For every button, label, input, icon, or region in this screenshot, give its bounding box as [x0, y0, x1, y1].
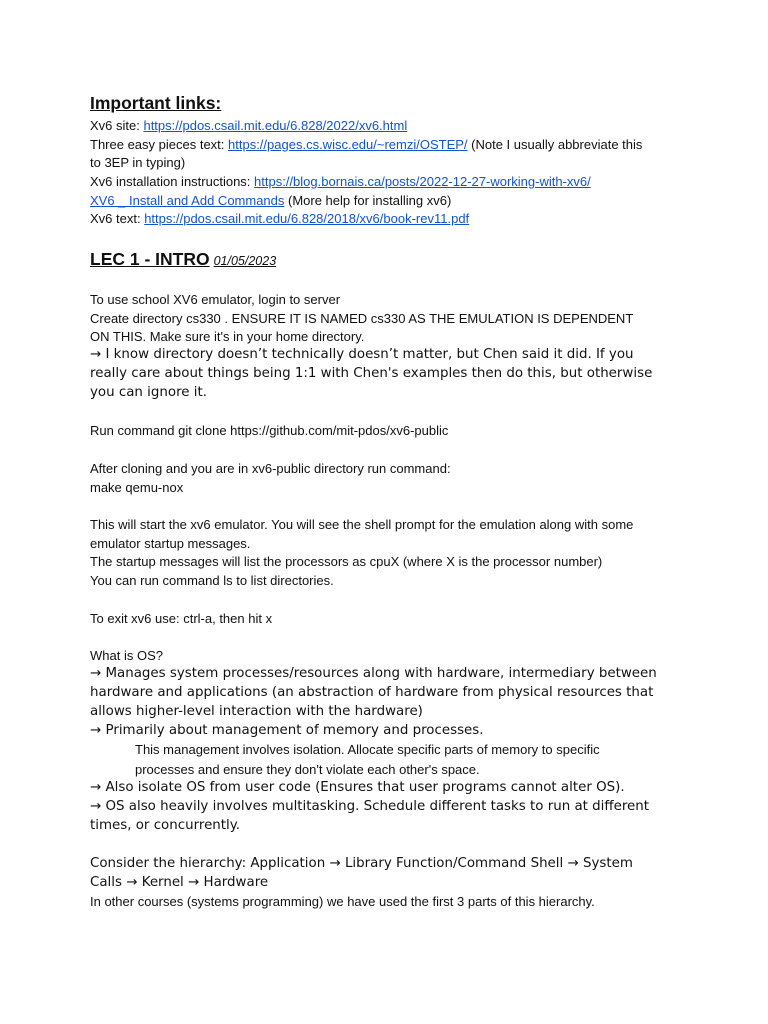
lec-line-8: After cloning and you are in xv6-public directory run command:	[90, 461, 451, 476]
lec-line-1: To use school XV6 emulator, login to server	[90, 292, 341, 307]
three-easy-note: (Note I usually abbreviate this	[467, 137, 643, 152]
lec-line-22: → Also isolate OS from user code (Ensures that user programs cannot alter OS).	[90, 780, 625, 795]
install-add-line	[90, 193, 451, 209]
xv6-text-label: Xv6 text:	[90, 211, 145, 226]
install-label: Xv6 installation instructions:	[90, 174, 255, 189]
lec-line-5: really care about things being 1:1 with Chen's examples then do this, but otherwise	[90, 366, 653, 381]
lec-line-4: → I know directory doesn’t technically doesn’t matter, but Chen said it did. If you	[90, 347, 634, 362]
xv6-site-line	[90, 118, 407, 134]
lecture-date: 01/05/2023	[213, 254, 277, 268]
lec-line-14: To exit xv6 use: ctrl-a, then hit x	[90, 611, 273, 626]
three-easy-note-cont: to 3EP in typing)	[90, 155, 186, 170]
important-links-heading: Important links:	[90, 93, 222, 113]
xv6-text-line	[90, 211, 469, 227]
lec-line-19: → Primarily about management of memory and processes.	[90, 723, 484, 738]
lec-line-13: You can run command ls to list directories.	[90, 573, 334, 588]
install-add-note: (More help for installing xv6)	[284, 193, 452, 208]
lec-line-27: In other courses (systems programming) we have used the first 3 parts of this hierarchy.	[90, 894, 595, 909]
install-line	[90, 174, 591, 190]
three-easy-pieces-line	[90, 137, 642, 153]
install-link[interactable]: https://blog.bornais.ca/posts/2022-12-27-working-with-xv6/	[254, 174, 591, 189]
lec-line-3: ON THIS. Make sure it's in your home directory.	[90, 329, 365, 344]
ostep-link[interactable]: https://pages.cs.wisc.edu/~remzi/OSTEP/	[228, 137, 468, 152]
lec-line-7: Run command git clone https://github.com/mit-pdos/xv6-public	[90, 423, 449, 438]
lec-line-15: What is OS?	[90, 648, 163, 663]
xv6-book-link[interactable]: https://pdos.csail.mit.edu/6.828/2018/xv6/book-rev11.pdf	[144, 211, 470, 226]
lec-line-9: make qemu-nox	[90, 480, 184, 495]
lec-line-12: The startup messages will list the processors as cpuX (where X is the processor number)	[90, 554, 603, 569]
lecture-heading	[90, 249, 276, 270]
lecture-title: LEC 1 - INTRO	[90, 249, 210, 269]
xv6-site-link[interactable]: https://pdos.csail.mit.edu/6.828/2022/xv6.html	[143, 118, 408, 133]
lec-line-20: This management involves isolation. Allocate specific parts of memory to specific	[135, 742, 600, 757]
lec-line-6: you can ignore it.	[90, 385, 208, 400]
lec-line-11: emulator startup messages.	[90, 536, 251, 551]
lec-line-26: Calls → Kernel → Hardware	[90, 875, 269, 890]
lec-line-16: → Manages system processes/resources along with hardware, intermediary between	[90, 666, 657, 681]
xv6-site-label: Xv6 site:	[90, 118, 144, 133]
lec-line-23: → OS also heavily involves multitasking. Schedule different tasks to run at different	[90, 799, 650, 814]
three-easy-label: Three easy pieces text:	[90, 137, 229, 152]
lec-line-18: allows higher-level interaction with the hardware)	[90, 704, 423, 719]
lec-line-25: Consider the hierarchy: Application → Library Function/Command Shell → System	[90, 856, 633, 871]
lec-line-17: hardware and applications (an abstraction of hardware from physical resources that	[90, 685, 654, 700]
install-add-commands-link[interactable]: XV6 _ Install and Add Commands	[90, 193, 285, 208]
lec-line-21: processes and ensure they don't violate each other's space.	[135, 762, 480, 777]
lec-line-2: Create directory cs330 . ENSURE IT IS NAMED cs330 AS THE EMULATION IS DEPENDENT	[90, 311, 634, 326]
lec-line-24: times, or concurrently.	[90, 818, 241, 833]
lec-line-10: This will start the xv6 emulator. You will see the shell prompt for the emulation along with some	[90, 517, 634, 532]
